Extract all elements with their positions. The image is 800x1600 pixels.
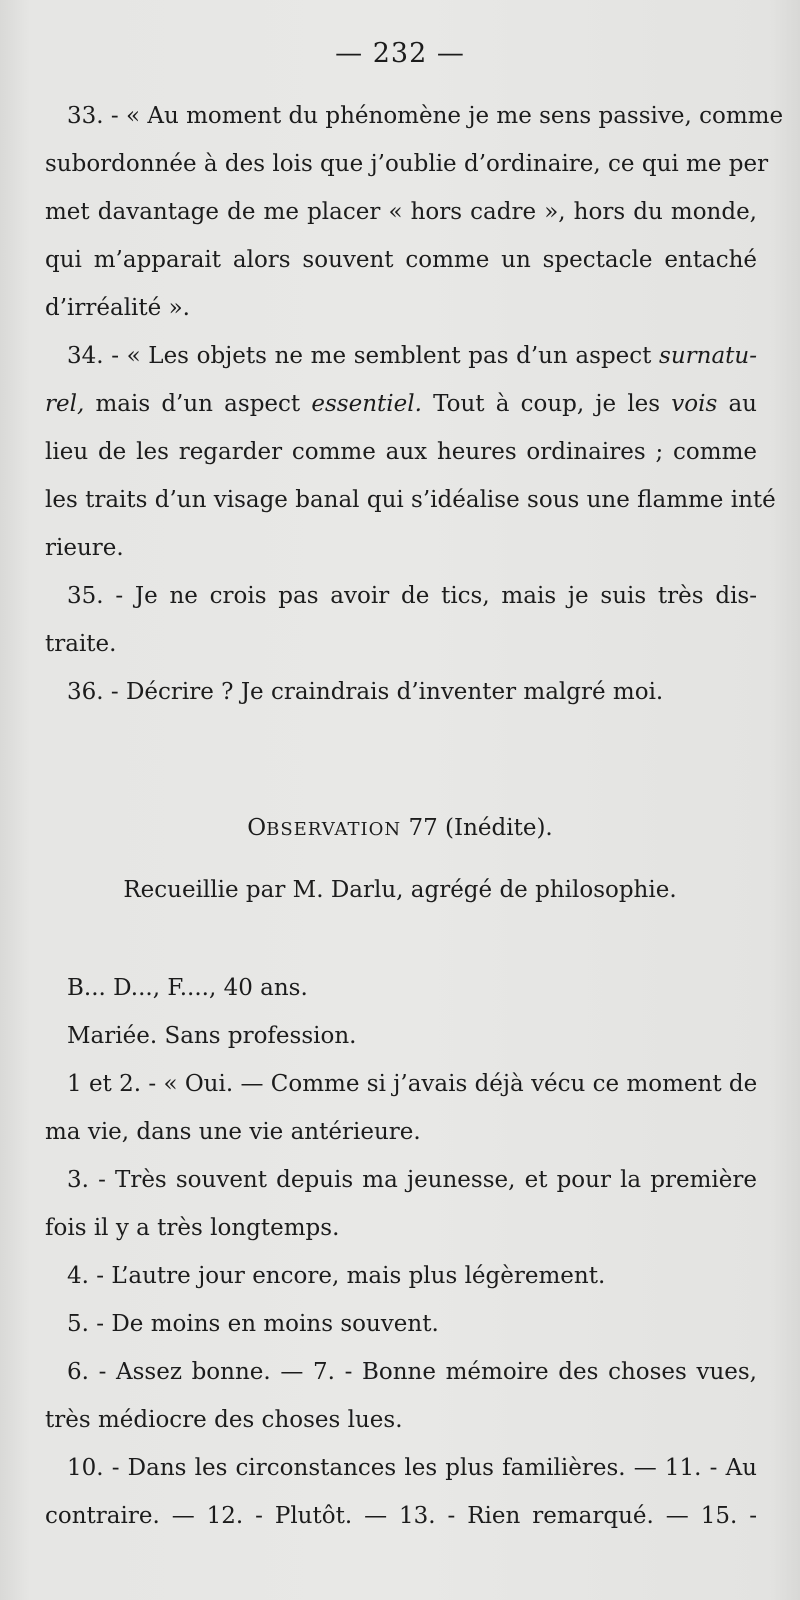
text-line: 36. - Décrire ? Je craindrais d’inventer malgré moi. (67, 679, 664, 705)
text-line: met davantage de me placer « hors cadre », hors du monde, (45, 199, 757, 225)
text-line: fois il y a très longtemps. (45, 1215, 340, 1241)
title-number: 77 (401, 815, 446, 841)
response-36 (45, 668, 757, 716)
text-line: qui m’apparait alors souvent comme un spectacle entaché (45, 247, 757, 273)
italic-run: essentiel. (311, 391, 422, 417)
text-line: subordonnée à des lois que j’oublie d’ordinaire, ce qui me per (45, 151, 769, 177)
title-note: (Inédite). (445, 815, 553, 841)
observation-collector: Recueillie par M. Darlu, agrégé de philosophie. (123, 877, 677, 903)
text-line: lieu de les regarder comme aux heures ordinaires ; comme (45, 439, 757, 465)
response-4: 4. - L’autre jour encore, mais plus légèrement. (67, 1263, 606, 1289)
italic-run: vois (671, 391, 718, 417)
text-line: 1 et 2. - « Oui. — Comme si j’avais déjà vécu ce moment de (67, 1071, 758, 1097)
response-10-15 (45, 1444, 757, 1540)
title-initial: O (247, 815, 267, 841)
text-line: contraire. — 12. - Plutôt. — 13. - Rien remarqué. — 15. - (45, 1503, 757, 1529)
title-rest: BSERVATION (266, 819, 402, 840)
text-line: les traits d’un visage banal qui s’idéalise sous une flamme inté (45, 487, 776, 513)
subject-line: B... D..., F...., 40 ans. (67, 975, 308, 1001)
observation-title (0, 808, 800, 850)
text-line: 3. - Très souvent depuis ma jeunesse, et pour la première (67, 1167, 757, 1193)
text-line: traite. (45, 631, 117, 657)
response-3 (45, 1156, 757, 1252)
response-1-2 (45, 1060, 757, 1156)
text-line: 35. - Je ne crois pas avoir de tics, mais je suis très dis- (67, 583, 757, 609)
text-line: 33. - « Au moment du phénomène je me sens passive, comme (67, 103, 784, 129)
response-34 (45, 332, 776, 572)
response-5: 5. - De moins en moins souvent. (67, 1311, 439, 1337)
text-line (45, 332, 757, 380)
italic-run: rel, (45, 391, 85, 417)
text-run: mais d’un aspect (84, 391, 312, 417)
text-line: 10. - Dans les circonstances les plus familières. — 11. - Au (67, 1455, 757, 1481)
italic-run: surnatu- (659, 343, 757, 369)
text-run: 34. - « Les objets ne me semblent pas d’un aspect (67, 343, 660, 369)
text-line: d’irréalité ». (45, 295, 190, 321)
response-6-7 (45, 1348, 757, 1444)
response-33 (45, 92, 784, 332)
response-35 (45, 572, 757, 668)
text-line: très médiocre des choses lues. (45, 1407, 403, 1433)
page-number: — 232 — (335, 38, 465, 69)
status-line: Mariée. Sans profession. (67, 1023, 357, 1049)
responses-block-a (45, 92, 784, 716)
text-line: 6. - Assez bonne. — 7. - Bonne mémoire des choses vues, (67, 1359, 757, 1385)
text-run: au (717, 391, 757, 417)
text-line: rieure. (45, 535, 124, 561)
text-line: ma vie, dans une vie antérieure. (45, 1119, 421, 1145)
text-run: Tout à coup, je les (421, 391, 672, 417)
responses-block-b (45, 964, 757, 1540)
text-line (45, 380, 757, 428)
